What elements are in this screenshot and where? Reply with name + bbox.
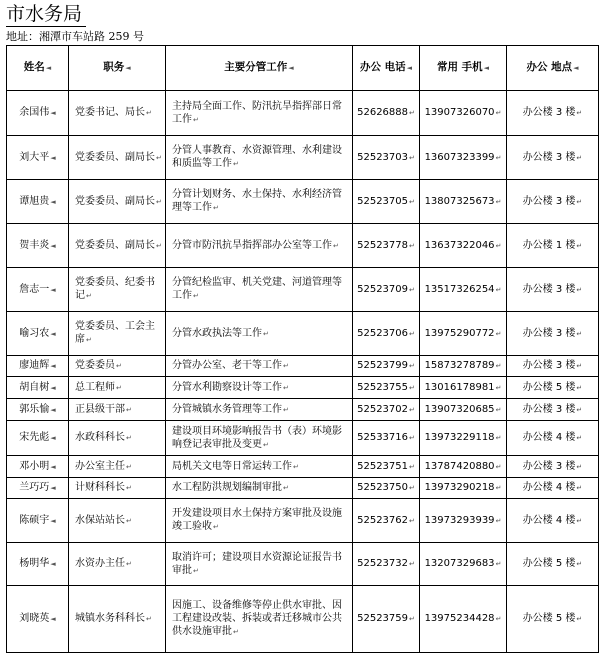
cell-work: 分管办公室、老干等工作↵ bbox=[166, 356, 353, 377]
cell-role: 党委书记、局长↵ bbox=[69, 91, 166, 136]
cell-work: 分管市防汛抗旱指挥部办公室等工作↵ bbox=[166, 224, 353, 268]
cell-name: 刘晓英◄ bbox=[7, 586, 69, 653]
cell-tel: 52523732↵ bbox=[353, 543, 420, 586]
table-row bbox=[7, 224, 599, 268]
cell-loc: 办公楼 3 楼↵ bbox=[507, 268, 599, 312]
cell-name: 廖迪辉◄ bbox=[7, 356, 69, 377]
table-row bbox=[7, 136, 599, 180]
page-title: 市水务局 bbox=[6, 2, 86, 27]
header-loc: 办公 地点◄ bbox=[507, 46, 599, 91]
cell-name: 喻习农◄ bbox=[7, 312, 69, 356]
cell-loc: 办公楼 5 楼↵ bbox=[507, 543, 599, 586]
cell-mob: 13207329683↵ bbox=[420, 543, 507, 586]
table-row bbox=[7, 399, 599, 421]
cell-role: 党委委员、副局长↵ bbox=[69, 180, 166, 224]
cell-loc: 办公楼 5 楼↵ bbox=[507, 377, 599, 399]
cell-mob: 13973290218↵ bbox=[420, 478, 507, 499]
table-row bbox=[7, 456, 599, 478]
cell-name: 宋先彪◄ bbox=[7, 421, 69, 456]
cell-mob: 13807325673↵ bbox=[420, 180, 507, 224]
cell-work: 分管水利勘察设计等工作↵ bbox=[166, 377, 353, 399]
cell-loc: 办公楼 3 楼↵ bbox=[507, 312, 599, 356]
cell-mob: 13975290772↵ bbox=[420, 312, 507, 356]
cell-loc: 办公楼 4 楼↵ bbox=[507, 478, 599, 499]
table-row bbox=[7, 499, 599, 543]
cell-role: 党委委员、副局长↵ bbox=[69, 224, 166, 268]
cell-mob: 13975234428↵ bbox=[420, 586, 507, 653]
cell-role: 总工程师↵ bbox=[69, 377, 166, 399]
cell-role: 党委委员、工会主席↵ bbox=[69, 312, 166, 356]
cell-role: 计财科科长↵ bbox=[69, 478, 166, 499]
cell-name: 邓小明◄ bbox=[7, 456, 69, 478]
table-row bbox=[7, 478, 599, 499]
table-row bbox=[7, 421, 599, 456]
cell-role: 水资办主任↵ bbox=[69, 543, 166, 586]
cell-name: 兰巧巧◄ bbox=[7, 478, 69, 499]
cell-role: 办公室主任↵ bbox=[69, 456, 166, 478]
cell-work: 因施工、设备维修等停止供水审批、因工程建设改装、拆装或者迁移城市公共供水设施审批↵ bbox=[166, 586, 353, 653]
cell-tel: 52523799↵ bbox=[353, 356, 420, 377]
cell-work: 水工程防洪规划编制审批↵ bbox=[166, 478, 353, 499]
cell-tel: 52523755↵ bbox=[353, 377, 420, 399]
cell-tel: 52533716↵ bbox=[353, 421, 420, 456]
cell-tel: 52626888↵ bbox=[353, 91, 420, 136]
cell-mob: 13907320685↵ bbox=[420, 399, 507, 421]
cell-mob: 13637322046↵ bbox=[420, 224, 507, 268]
cell-loc: 办公楼 1 楼↵ bbox=[507, 224, 599, 268]
cell-name: 詹志一◄ bbox=[7, 268, 69, 312]
table-row bbox=[7, 377, 599, 399]
cell-mob: 13907326070↵ bbox=[420, 91, 507, 136]
cell-work: 分管水政执法等工作↵ bbox=[166, 312, 353, 356]
table-row bbox=[7, 91, 599, 136]
cell-loc: 办公楼 3 楼↵ bbox=[507, 456, 599, 478]
cell-name: 贺丰炎◄ bbox=[7, 224, 69, 268]
cell-loc: 办公楼 3 楼↵ bbox=[507, 136, 599, 180]
address-line: 地址：湘潭市车站路 259 号 bbox=[6, 30, 144, 43]
table-row bbox=[7, 586, 599, 653]
cell-name: 陈硕宇◄ bbox=[7, 499, 69, 543]
cell-loc: 办公楼 3 楼↵ bbox=[507, 180, 599, 224]
cell-tel: 52523702↵ bbox=[353, 399, 420, 421]
cell-tel: 52523706↵ bbox=[353, 312, 420, 356]
header-work: 主要分管工作◄ bbox=[166, 46, 353, 91]
cell-mob: 13973293939↵ bbox=[420, 499, 507, 543]
header-tel: 办公 电话◄ bbox=[353, 46, 420, 91]
cell-mob: 13973229118↵ bbox=[420, 421, 507, 456]
cell-tel: 52523705↵ bbox=[353, 180, 420, 224]
cell-role: 水政科科长↵ bbox=[69, 421, 166, 456]
cell-loc: 办公楼 3 楼↵ bbox=[507, 356, 599, 377]
header-name: 姓名◄ bbox=[7, 46, 69, 91]
header-role: 职务◄ bbox=[69, 46, 166, 91]
cell-name: 余国伟◄ bbox=[7, 91, 69, 136]
cell-name: 刘大平◄ bbox=[7, 136, 69, 180]
cell-mob: 13607323399↵ bbox=[420, 136, 507, 180]
contact-table bbox=[6, 45, 599, 653]
table-row bbox=[7, 268, 599, 312]
cell-tel: 52523751↵ bbox=[353, 456, 420, 478]
cell-tel: 52523759↵ bbox=[353, 586, 420, 653]
cell-mob: 13787420880↵ bbox=[420, 456, 507, 478]
cell-work: 主持局全面工作、防汛抗旱指挥部日常工作↵ bbox=[166, 91, 353, 136]
cell-tel: 52523750↵ bbox=[353, 478, 420, 499]
table-row bbox=[7, 312, 599, 356]
cell-role: 水保站站长↵ bbox=[69, 499, 166, 543]
cell-tel: 52523778↵ bbox=[353, 224, 420, 268]
cell-name: 郭乐愉◄ bbox=[7, 399, 69, 421]
cell-tel: 52523703↵ bbox=[353, 136, 420, 180]
cell-work: 分管人事教育、水资源管理、水利建设和质监等工作↵ bbox=[166, 136, 353, 180]
table-row bbox=[7, 543, 599, 586]
cell-work: 分管城镇水务管理等工作↵ bbox=[166, 399, 353, 421]
cell-mob: 15873278789↵ bbox=[420, 356, 507, 377]
table-row bbox=[7, 180, 599, 224]
cell-work: 分管纪检监审、机关党建、河道管理等工作↵ bbox=[166, 268, 353, 312]
cell-name: 胡自树◄ bbox=[7, 377, 69, 399]
cell-name: 谭旭贵◄ bbox=[7, 180, 69, 224]
cell-loc: 办公楼 3 楼↵ bbox=[507, 91, 599, 136]
cell-role: 党委委员↵ bbox=[69, 356, 166, 377]
cell-work: 建设项目环境影响报告书（表）环境影响登记表审批及变更↵ bbox=[166, 421, 353, 456]
cell-loc: 办公楼 5 楼↵ bbox=[507, 586, 599, 653]
cell-name: 杨明华◄ bbox=[7, 543, 69, 586]
cell-work: 取消许可；建设项目水资源论证报告书审批↵ bbox=[166, 543, 353, 586]
cell-tel: 52523762↵ bbox=[353, 499, 420, 543]
cell-work: 局机关文电等日常运转工作↵ bbox=[166, 456, 353, 478]
cell-role: 正县级干部↵ bbox=[69, 399, 166, 421]
table-row bbox=[7, 356, 599, 377]
cell-role: 党委委员、纪委书记↵ bbox=[69, 268, 166, 312]
cell-tel: 52523709↵ bbox=[353, 268, 420, 312]
header-row bbox=[7, 46, 599, 91]
cell-loc: 办公楼 3 楼↵ bbox=[507, 399, 599, 421]
cell-mob: 13517326254↵ bbox=[420, 268, 507, 312]
cell-loc: 办公楼 4 楼↵ bbox=[507, 499, 599, 543]
cell-mob: 13016178981↵ bbox=[420, 377, 507, 399]
header-mob: 常用 手机◄ bbox=[420, 46, 507, 91]
cell-loc: 办公楼 4 楼↵ bbox=[507, 421, 599, 456]
cell-work: 开发建设项目水土保持方案审批及设施竣工验收↵ bbox=[166, 499, 353, 543]
cell-role: 党委委员、副局长↵ bbox=[69, 136, 166, 180]
cell-work: 分管计划财务、水土保持、水利经济管理等工作↵ bbox=[166, 180, 353, 224]
cell-role: 城镇水务科科长↵ bbox=[69, 586, 166, 653]
